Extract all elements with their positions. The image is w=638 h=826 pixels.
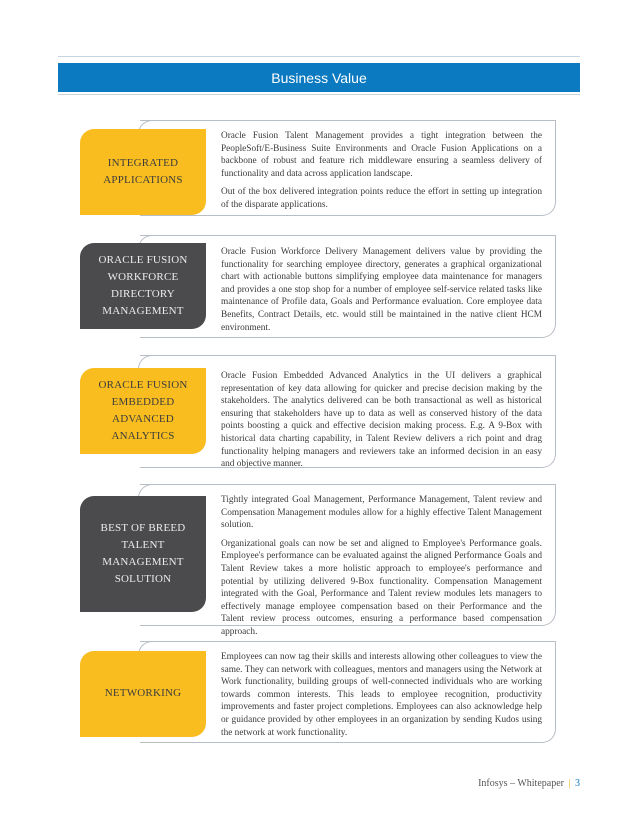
section-label: [80, 129, 206, 215]
paragraph: Oracle Fusion Talent Management provides a tight integration between the PeopleSoft/E-Business Suite Environments and Oracle Fusion Applications on a backbone of robust and feature rich middleware ensuring a seamless delivery of functionality and data across application landscape.: [221, 131, 542, 179]
section-integrated-applications: [80, 120, 556, 216]
paragraph: Out of the box delivered integration points reduce the effort in setting up integration of the disparate applications.: [221, 187, 542, 210]
label-line: ORACLE FUSION: [98, 253, 188, 266]
section-banner: [58, 63, 580, 92]
section-workforce-directory: [80, 235, 556, 338]
paragraph: Tightly integrated Goal Management, Performance Management, Talent review and Compensation Management modules allow for a highly effective Talent Management solution.: [221, 495, 542, 531]
section-text: [221, 370, 542, 477]
section-label: [80, 243, 206, 329]
section-embedded-analytics: [80, 355, 556, 468]
label-line: ORACLE FUSION: [98, 378, 188, 391]
label-line: TALENT MANAGEMENT: [102, 538, 184, 568]
label-line: MANAGEMENT: [102, 305, 184, 318]
section-text: [221, 130, 542, 218]
page-number: 3: [575, 778, 580, 789]
footer-brand: Infosys – Whitepaper: [478, 778, 564, 789]
section-label: [80, 651, 206, 737]
top-rule: [58, 56, 580, 57]
banner-rule: [58, 94, 580, 95]
label-line: NETWORKING: [104, 687, 182, 700]
label-line: ANALYTICS: [111, 430, 175, 443]
section-label: [80, 496, 206, 612]
paragraph: Employees can now tag their skills and interests allowing other colleagues to view the same. They can network with colleagues, mentors and managers using the Network at Work functionality, building groups of well-connected individuals who are working towards common interests. This leads to employee recognition, productivity improvements and faster project completions. Employees can also acknowledge help or guidance provided by other employees in an organization by sending Kudos using the network at work functionality.: [221, 652, 542, 738]
section-text: [221, 246, 542, 340]
label-line: BEST OF BREED: [100, 521, 186, 534]
label-line: EMBEDDED ADVANCED: [111, 395, 175, 425]
label-line: INTEGRATED: [107, 156, 179, 169]
banner-title: Business Value: [271, 69, 367, 86]
footer-separator: |: [568, 778, 571, 789]
page-footer: [478, 778, 580, 789]
section-text: [221, 494, 542, 645]
paragraph: Oracle Fusion Workforce Delivery Management delivers value by providing the functionality for searching employee directory, generates a graphical organizational chart with actionable buttons simplifying employee data maintenance for managers and provides a one stop shop for a number of employee self-service related tasks like maintenance of Profile data, Goals and Performance evaluation. Core employee data Benefits, Contract Details, etc. would still be maintained in the native client HCM environment.: [221, 247, 542, 333]
label-line: APPLICATIONS: [103, 174, 183, 186]
section-label: [80, 368, 206, 454]
section-networking: [80, 641, 556, 743]
label-line: WORKFORCE DIRECTORY: [107, 270, 179, 300]
section-talent-management: [80, 484, 556, 637]
section-text: [221, 651, 542, 745]
paragraph: Oracle Fusion Embedded Advanced Analytics in the UI delivers a graphical representation of key data allowing for quicker and precise decision making by the stakeholders. The analytics delivered can be both transactional as well as historical ensuring that stakeholders have up to data as well as conserved history of the data points boosting a quick and effective decision making process. E.g. A 9-Box with historical data charting capability, in Talent Review delivers a rich point and drag functionality helping managers and reviewers take an informed decision in an easy and objective manner.: [221, 371, 542, 470]
label-line: SOLUTION: [114, 573, 172, 586]
paragraph: Organizational goals can now be set and aligned to Employee's Performance goals. Employee's performance can be evaluated against the aligned Performance Goals and Talent Review takes a more holistic approach to employee's performance and potential by utilizing delivered 9-Box functionality. Compensation Management integrated with the Goal, Performance and Talent review modules lets managers to effectively manage employee compensation based on their Performance and the Talent review process outcomes, ensuring a performance based compensation approach.: [221, 538, 542, 637]
